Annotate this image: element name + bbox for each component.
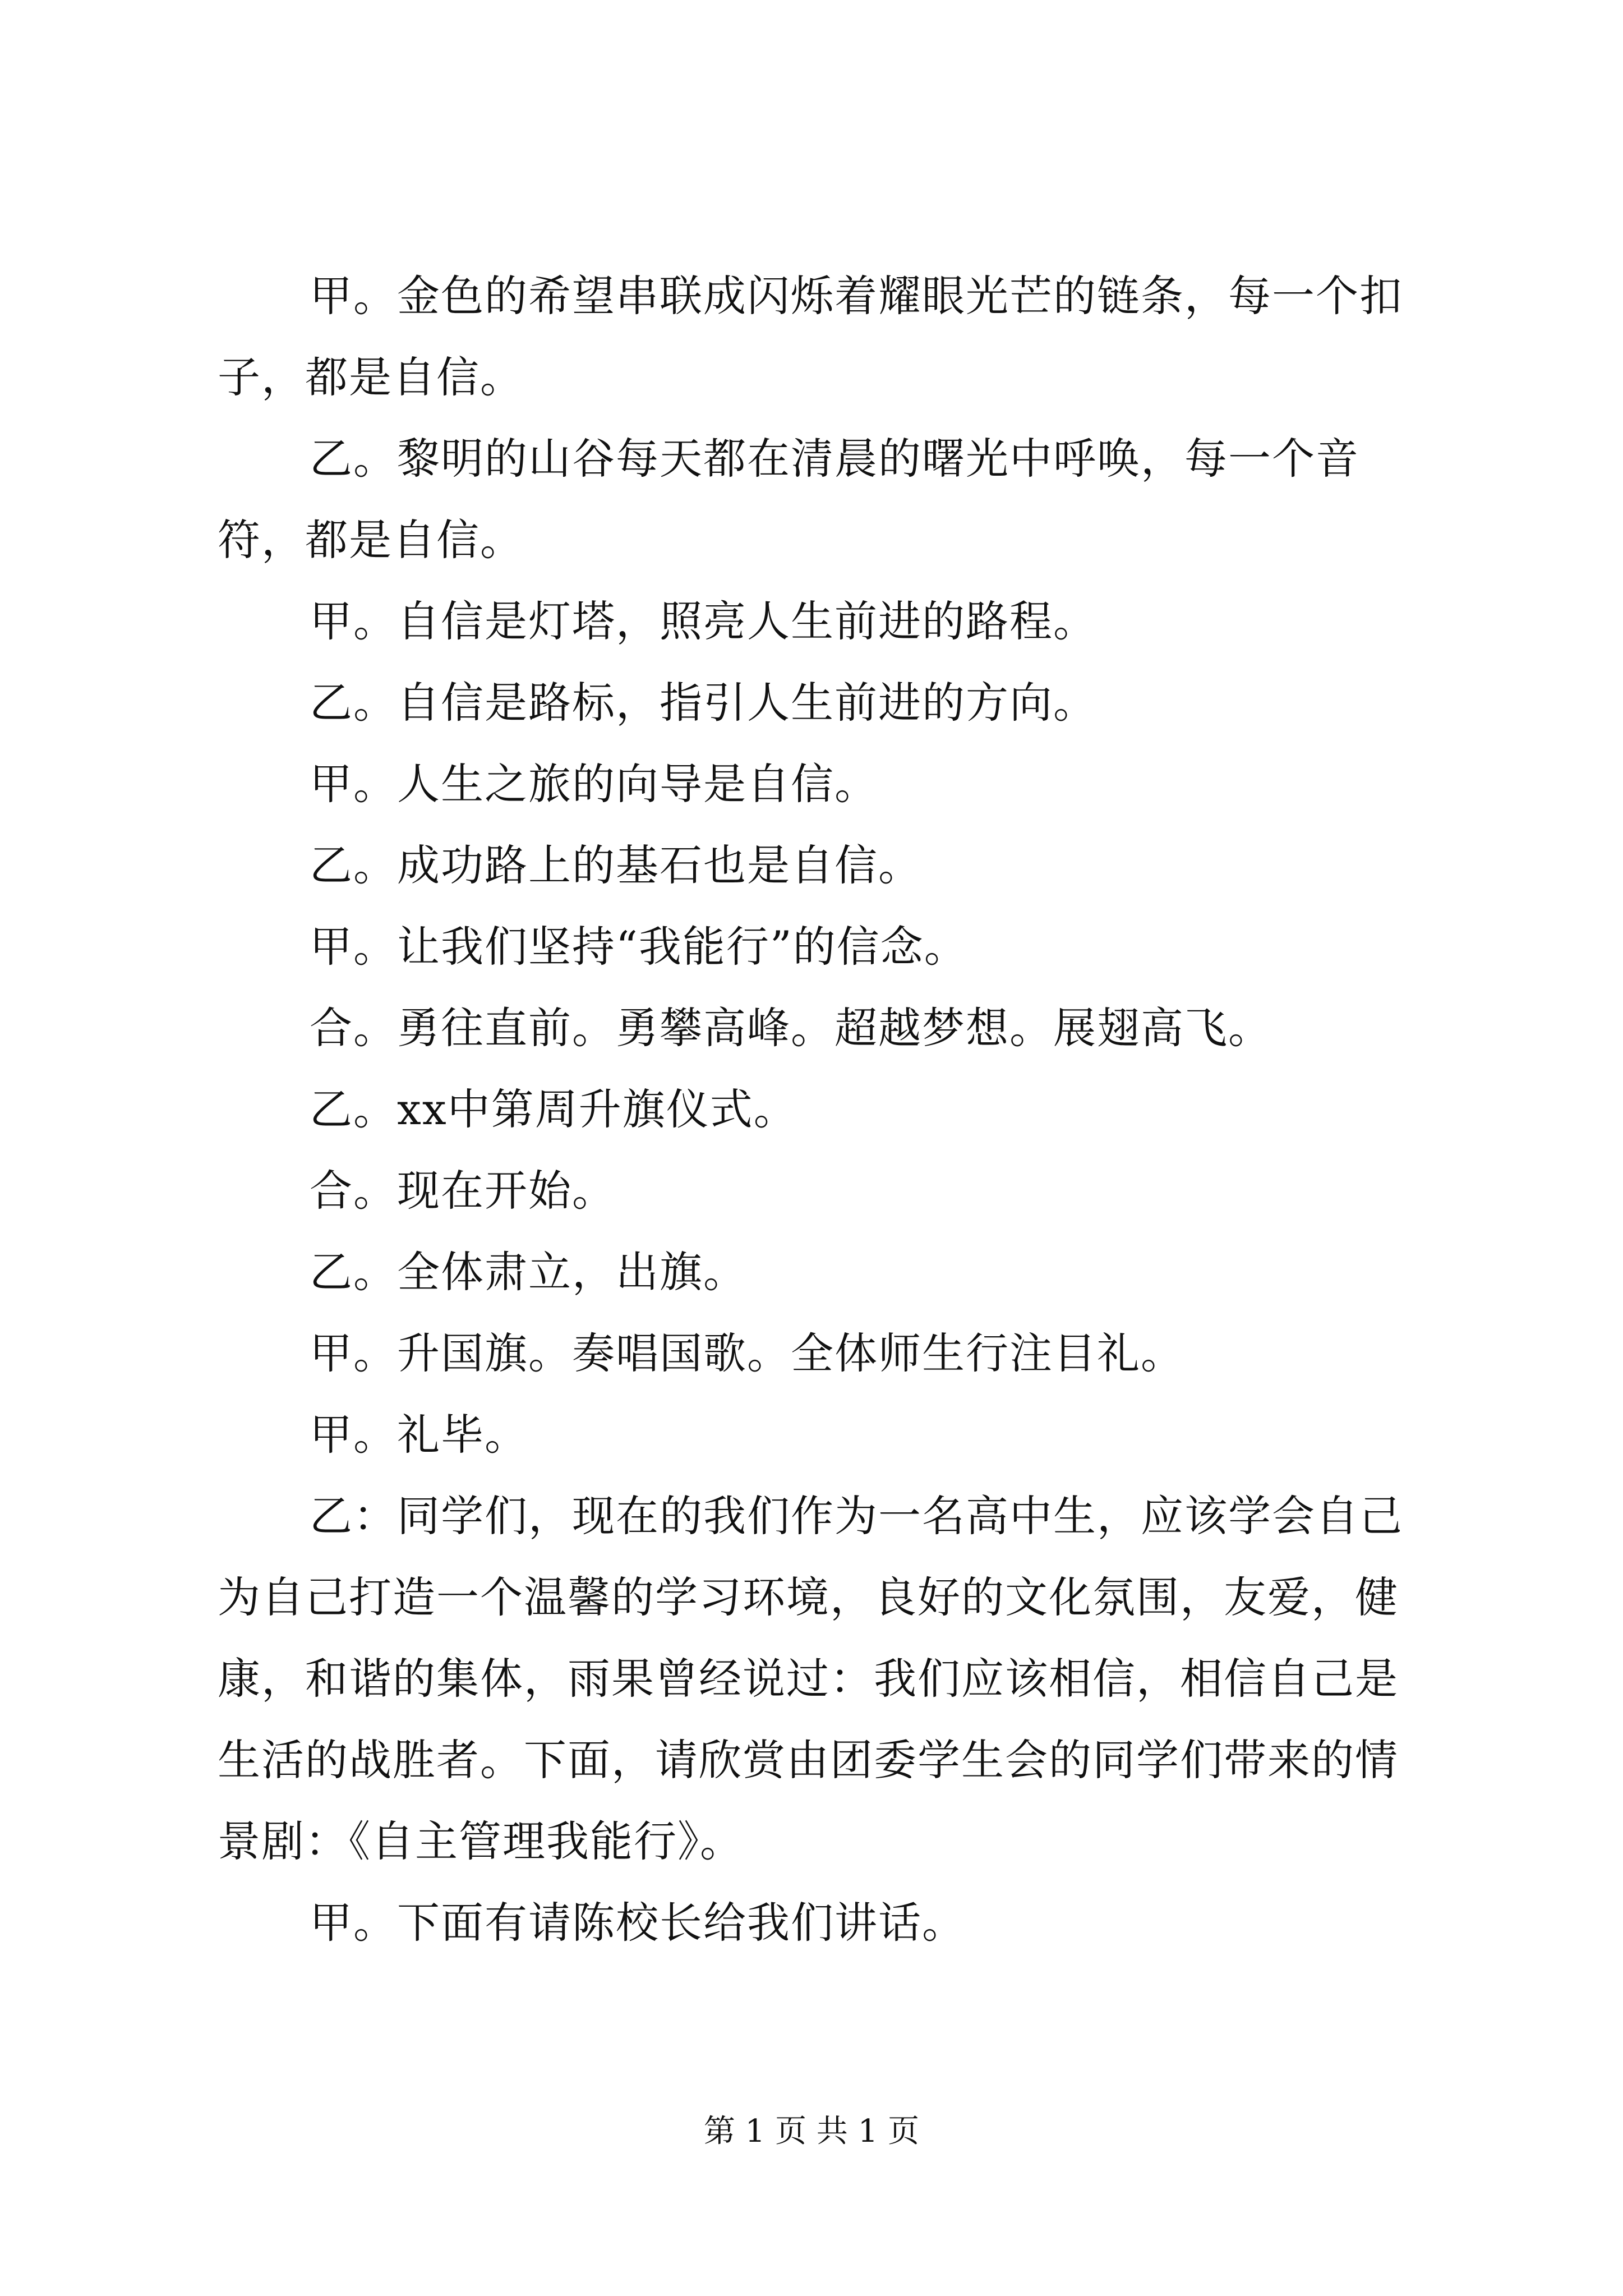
paragraph: 乙。黎明的山谷每天都在清晨的曙光中呼唤，每一个音符，都是自信。	[218, 434, 1359, 565]
paragraph: 合。现在开始。	[310, 1166, 616, 1216]
paragraph: 乙。xx中第周升旗仪式。	[310, 1084, 797, 1134]
paragraph: 乙。成功路上的基石也是自信。	[310, 840, 922, 890]
paragraph: 甲。升国旗。奏唱国歌。全体师生行注目礼。	[310, 1328, 1184, 1378]
paragraph: 甲。金色的希望串联成闪烁着耀眼光芒的链条，每一个扣子，都是自信。	[218, 271, 1403, 402]
paragraph: 合。勇往直前。勇攀高峰。超越梦想。展翅高飞。	[310, 1003, 1272, 1053]
paragraph: 乙。自信是路标，指引人生前进的方向。	[310, 678, 1097, 728]
paragraph: 甲。自信是灯塔，照亮人生前进的路程。	[310, 596, 1097, 646]
paragraph: 甲。礼毕。	[310, 1410, 528, 1460]
paragraph: 乙：同学们，现在的我们作为一名高中生，应该学会自己为自己打造一个温馨的学习环境，良好的文化氛围，友爱，健康，和谐的集体，雨果曾经说过：我们应该相信，相信自己是生活的战胜者。下面，请欣赏由团委学生会的同学们带来的情景剧：《自主管理我能行》。	[218, 1491, 1403, 1866]
document-body	[218, 255, 1423, 1963]
page-footer: 第 1 页 共 1 页	[703, 2113, 920, 2150]
paragraph: 甲。下面有请陈校长给我们讲话。	[310, 1898, 966, 1948]
paragraph: 乙。全体肃立，出旗。	[310, 1247, 747, 1297]
paragraph: 甲。人生之旅的向导是自信。	[310, 759, 878, 809]
paragraph: 甲。让我们坚持“我能行”的信念。	[310, 922, 968, 972]
